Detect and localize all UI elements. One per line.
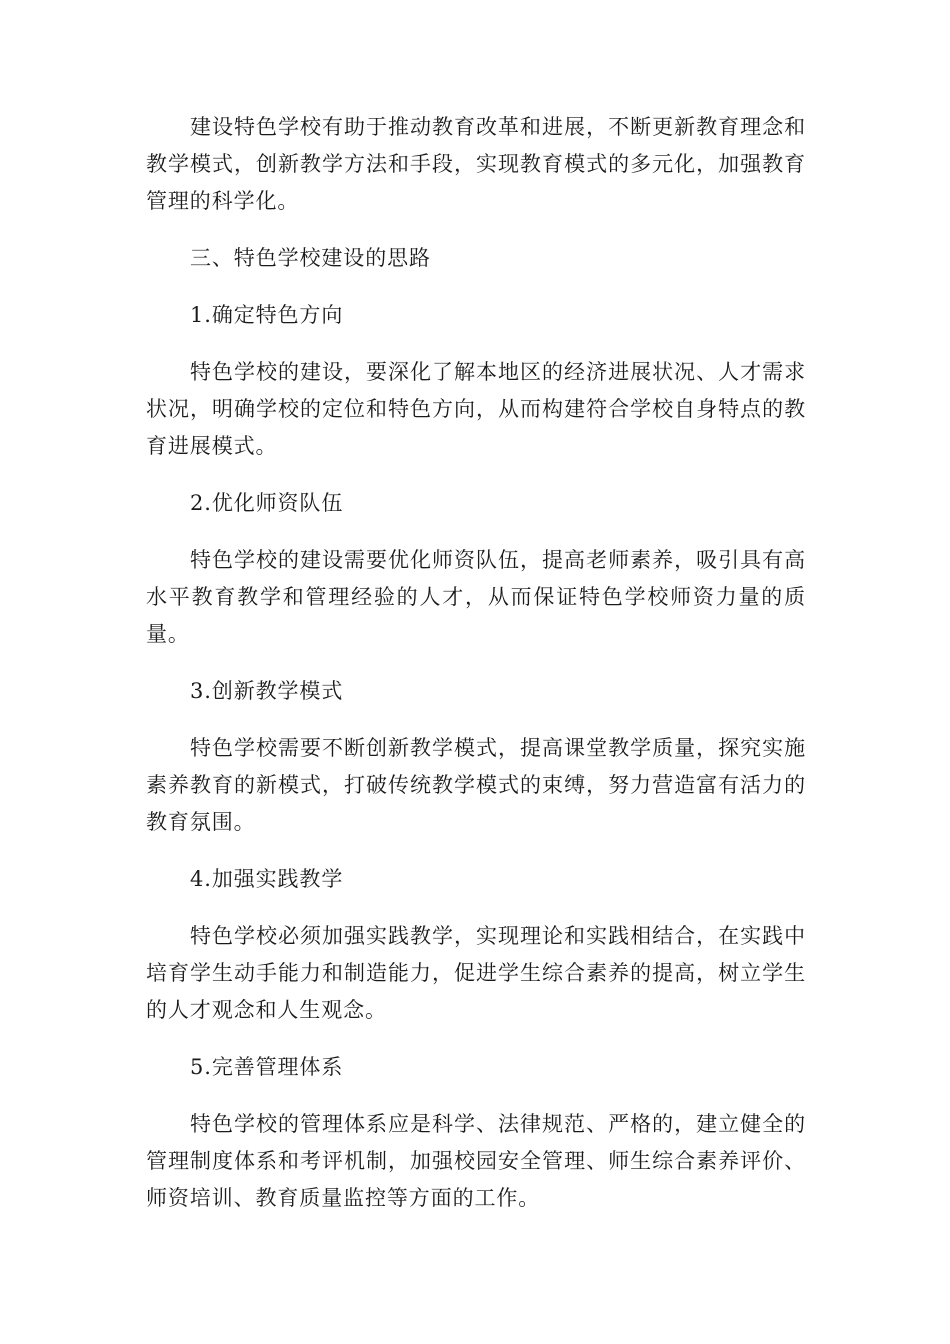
paragraph-2: 特色学校的建设需要优化师资队伍，提高老师素养，吸引具有高水平教育教学和管理经验的人才，从而保证特色学校师资力量的质量。: [146, 548, 806, 646]
subheading-2: 2.优化师资队伍: [190, 491, 344, 515]
document-body: [146, 109, 806, 1237]
subheading-4: 4.加强实践教学: [190, 867, 344, 891]
paragraph-5: 特色学校的管理体系应是科学、法律规范、严格的，建立健全的管理制度体系和考评机制，加强校园安全管理、师生综合素养评价、师资培训、教育质量监控等方面的工作。: [146, 1112, 806, 1210]
paragraph-1: 特色学校的建设，要深化了解本地区的经济进展状况、人才需求状况，明确学校的定位和特色方向，从而构建符合学校自身特点的教育进展模式。: [146, 360, 806, 458]
paragraph-intro-benefit: 建设特色学校有助于推动教育改革和进展，不断更新教育理念和教学模式，创新教学方法和手段，实现教育模式的多元化，加强教育管理的科学化。: [146, 115, 806, 213]
subheading-1: 1.确定特色方向: [190, 303, 344, 327]
subheading-3: 3.创新教学模式: [190, 679, 344, 703]
subheading-5: 5.完善管理体系: [190, 1055, 344, 1079]
section-heading-ideas: 三、特色学校建设的思路: [190, 246, 431, 270]
paragraph-3: 特色学校需要不断创新教学模式，提高课堂教学质量，探究实施素养教育的新模式，打破传统教学模式的束缚，努力营造富有活力的教育氛围。: [146, 736, 806, 834]
paragraph-4: 特色学校必须加强实践教学，实现理论和实践相结合，在实践中培育学生动手能力和制造能力，促进学生综合素养的提高，树立学生的人才观念和人生观念。: [146, 924, 806, 1022]
